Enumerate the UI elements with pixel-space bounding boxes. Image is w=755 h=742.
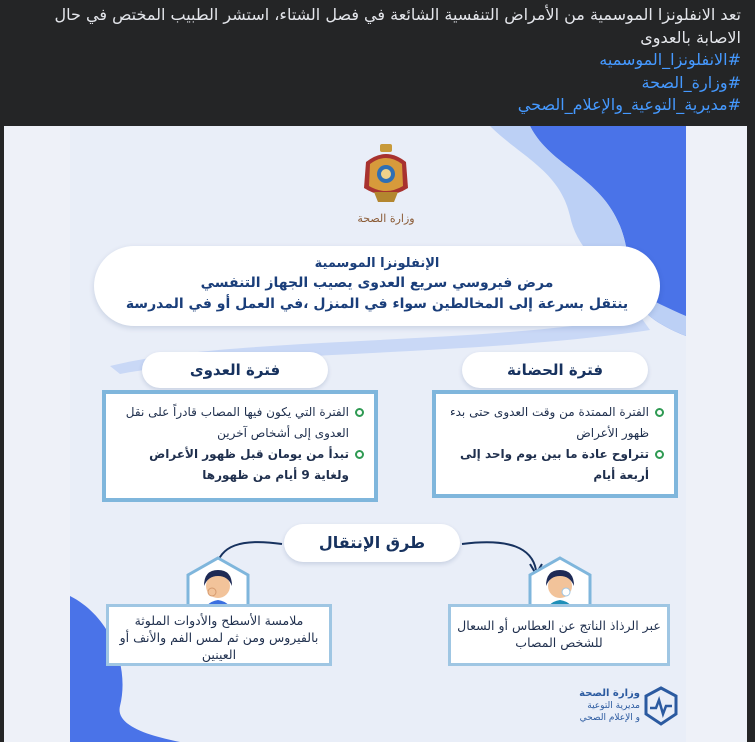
footer-directorate-line2: و الإعلام الصحي <box>579 713 640 723</box>
bullet-icon <box>655 450 664 459</box>
hashtag-seasonal-flu[interactable]: #الانفلونزا_الموسميه <box>599 50 741 69</box>
title-heading: الإنفلونزا الموسمية <box>314 256 440 271</box>
infection-period-heading: فترة العدوى <box>142 352 328 388</box>
bullet-icon <box>355 450 364 459</box>
post-image[interactable] <box>4 126 747 742</box>
transmission-droplets-box: عبر الرذاذ الناتج عن العطاس أو السعال للشخص المصاب <box>448 604 670 666</box>
ministry-signature: وزارة الصحة <box>357 212 415 225</box>
hashtag-health-awareness-directorate[interactable]: #مديرية_التوعية_والإعلام_الصحي <box>517 95 741 114</box>
transmission-surfaces-box: ملامسة الأسطح والأدوات الملوثة بالفيروس ومن ثم لمس الفم والأنف أو العينين <box>106 604 332 666</box>
title-banner <box>94 246 660 326</box>
flu-infographic <box>70 126 686 742</box>
hashtag-ministry-of-health[interactable]: #وزارة_الصحة <box>641 72 741 92</box>
bullet-icon <box>355 408 364 417</box>
infection-point-2: تبدأ من يومان قبل ظهور الأعراض ولغاية 9 أيام من ظهورها <box>116 444 364 486</box>
heartbeat-shield-icon <box>644 686 678 726</box>
post-caption <box>0 0 755 125</box>
incubation-point-1: الفترة الممتدة من وقت العدوى حتى بدء ظهور الأعراض <box>446 402 664 444</box>
footer-ministry-name: وزارة الصحة <box>579 688 640 699</box>
bullet-icon <box>655 408 664 417</box>
title-spread-info: ينتقل بسرعة إلى المخالطين سواء في المنزل ،في العمل أو في المدرسة <box>125 296 629 312</box>
infection-period-box <box>102 390 378 502</box>
incubation-period-box <box>432 390 678 498</box>
footer-directorate-line1: مديرية التوعية <box>587 701 640 711</box>
title-definition: مرض فيروسي سريع العدوى يصيب الجهاز التنفسي <box>200 275 554 291</box>
health-awareness-directorate-logo <box>558 684 678 736</box>
incubation-point-2: تتراوح عادة ما بين يوم واحد إلى أربعة أيام <box>446 444 664 486</box>
incubation-period-heading: فترة الحضانة <box>462 352 648 388</box>
transmission-heading: طرق الإنتقال <box>284 524 460 562</box>
post-body-text: تعد الانفلونزا الموسمية من الأمراض التنفسية الشائعة في فصل الشتاء، استشر الطبيب المختص في حال الاصابة بالعدوى <box>54 5 741 47</box>
infection-point-1: الفترة التي يكون فيها المصاب قادراً على نقل العدوى إلى أشخاص آخرين <box>116 402 364 444</box>
jordan-crest-logo <box>356 140 416 210</box>
